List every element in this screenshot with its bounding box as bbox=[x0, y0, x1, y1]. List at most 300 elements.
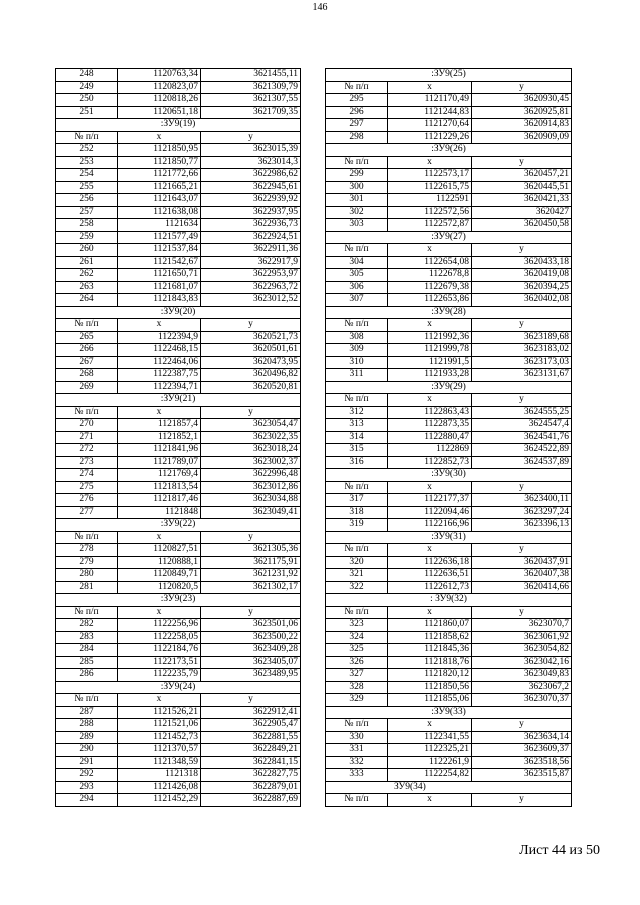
point-number: 277 bbox=[56, 506, 118, 519]
column-header-row bbox=[326, 319, 572, 332]
zone-label: :ЗУ9(21) bbox=[56, 394, 301, 407]
table-row bbox=[56, 231, 301, 244]
table-row bbox=[326, 294, 572, 307]
x-coordinate: 1121772,66 bbox=[118, 169, 201, 182]
point-number: 283 bbox=[56, 631, 118, 644]
point-number: 296 bbox=[326, 106, 388, 119]
table-row bbox=[56, 581, 301, 594]
header-x: x bbox=[388, 794, 472, 807]
header-y: y bbox=[472, 319, 572, 332]
y-coordinate: 3620909,09 bbox=[472, 131, 572, 144]
zone-label: :ЗУ9(27) bbox=[326, 231, 572, 244]
table-row bbox=[56, 344, 301, 357]
table-row bbox=[326, 369, 572, 382]
point-number: 271 bbox=[56, 431, 118, 444]
coordinates-table-left bbox=[55, 68, 301, 807]
sheet-counter: Лист 44 из 50 bbox=[519, 843, 600, 858]
table-row bbox=[326, 219, 572, 232]
table-row bbox=[326, 631, 572, 644]
header-y: y bbox=[201, 131, 301, 144]
table-row bbox=[56, 369, 301, 382]
table-row bbox=[56, 381, 301, 394]
table-row bbox=[326, 119, 572, 132]
x-coordinate: 1120651,18 bbox=[118, 106, 201, 119]
x-coordinate: 1122591 bbox=[388, 194, 472, 207]
table-row bbox=[326, 356, 572, 369]
y-coordinate: 3620407,38 bbox=[472, 569, 572, 582]
header-number: № п/п bbox=[56, 406, 118, 419]
header-x: x bbox=[118, 406, 201, 419]
header-x: x bbox=[118, 131, 201, 144]
y-coordinate: 3621231,92 bbox=[201, 569, 301, 582]
header-x: x bbox=[388, 319, 472, 332]
y-coordinate: 3621309,79 bbox=[201, 81, 301, 94]
table-row bbox=[326, 619, 572, 632]
y-coordinate: 3623609,37 bbox=[472, 744, 572, 757]
point-number: 304 bbox=[326, 256, 388, 269]
point-number: 272 bbox=[56, 444, 118, 457]
point-number: 308 bbox=[326, 331, 388, 344]
zone-label: :ЗУ9(31) bbox=[326, 531, 572, 544]
header-y: y bbox=[201, 406, 301, 419]
y-coordinate: 3624555,25 bbox=[472, 406, 572, 419]
header-x: x bbox=[388, 606, 472, 619]
table-row bbox=[56, 281, 301, 294]
x-coordinate: 1121229,26 bbox=[388, 131, 472, 144]
y-coordinate: 3620473,95 bbox=[201, 356, 301, 369]
table-row bbox=[56, 744, 301, 757]
x-coordinate: 1122615,75 bbox=[388, 181, 472, 194]
point-number: 290 bbox=[56, 744, 118, 757]
column-header-row bbox=[326, 544, 572, 557]
x-coordinate: 1121681,07 bbox=[118, 281, 201, 294]
zone-header-row bbox=[326, 69, 572, 82]
header-y: y bbox=[201, 606, 301, 619]
y-coordinate: 3623054,47 bbox=[201, 419, 301, 432]
point-number: 278 bbox=[56, 544, 118, 557]
point-number: 279 bbox=[56, 556, 118, 569]
x-coordinate: 1121318 bbox=[118, 769, 201, 782]
zone-header-row bbox=[326, 306, 572, 319]
table-row bbox=[56, 731, 301, 744]
point-number: 269 bbox=[56, 381, 118, 394]
point-number: 253 bbox=[56, 156, 118, 169]
x-coordinate: 1122612,73 bbox=[388, 581, 472, 594]
y-coordinate: 3622963,72 bbox=[201, 281, 301, 294]
x-coordinate: 1122572,87 bbox=[388, 219, 472, 232]
point-number: 270 bbox=[56, 419, 118, 432]
y-coordinate: 3620457,21 bbox=[472, 169, 572, 182]
x-coordinate: 1121789,07 bbox=[118, 456, 201, 469]
point-number: 332 bbox=[326, 756, 388, 769]
x-coordinate: 1120823,07 bbox=[118, 81, 201, 94]
point-number: 257 bbox=[56, 206, 118, 219]
y-coordinate: 3621175,91 bbox=[201, 556, 301, 569]
x-coordinate: 1122678,8 bbox=[388, 269, 472, 282]
table-row bbox=[56, 181, 301, 194]
table-row bbox=[326, 106, 572, 119]
x-coordinate: 1121634 bbox=[118, 219, 201, 232]
zone-header-row bbox=[326, 781, 572, 794]
x-coordinate: 1120888,1 bbox=[118, 556, 201, 569]
point-number: 298 bbox=[326, 131, 388, 144]
table-row bbox=[56, 144, 301, 157]
point-number: 325 bbox=[326, 644, 388, 657]
y-coordinate: 3624541,76 bbox=[472, 431, 572, 444]
y-coordinate: 3622912,41 bbox=[201, 706, 301, 719]
table-row bbox=[56, 69, 301, 82]
table-row bbox=[56, 644, 301, 657]
table-row bbox=[326, 656, 572, 669]
table-row bbox=[326, 431, 572, 444]
header-number: № п/п bbox=[326, 156, 388, 169]
point-number: 260 bbox=[56, 244, 118, 257]
point-number: 254 bbox=[56, 169, 118, 182]
point-number: 250 bbox=[56, 94, 118, 107]
x-coordinate: 1122341,55 bbox=[388, 731, 472, 744]
header-y: y bbox=[472, 156, 572, 169]
table-row bbox=[56, 294, 301, 307]
y-coordinate: 3623070,37 bbox=[472, 694, 572, 707]
header-number: № п/п bbox=[326, 794, 388, 807]
y-coordinate: 3623500,22 bbox=[201, 631, 301, 644]
point-number: 276 bbox=[56, 494, 118, 507]
x-coordinate: 1121845,36 bbox=[388, 644, 472, 657]
table-row bbox=[326, 256, 572, 269]
y-coordinate: 3623018,24 bbox=[201, 444, 301, 457]
header-y: y bbox=[472, 244, 572, 257]
header-number: № п/п bbox=[56, 319, 118, 332]
y-coordinate: 3622881,55 bbox=[201, 731, 301, 744]
table-row bbox=[56, 631, 301, 644]
header-number: № п/п bbox=[326, 81, 388, 94]
x-coordinate: 1121813,54 bbox=[118, 481, 201, 494]
header-x: x bbox=[118, 694, 201, 707]
table-row bbox=[326, 281, 572, 294]
x-coordinate: 1122258,05 bbox=[118, 631, 201, 644]
zone-header-row bbox=[326, 469, 572, 482]
x-coordinate: 1121521,06 bbox=[118, 719, 201, 732]
zone-label: :ЗУ9(19) bbox=[56, 119, 301, 132]
y-coordinate: 3620394,25 bbox=[472, 281, 572, 294]
x-coordinate: 1120849,71 bbox=[118, 569, 201, 582]
point-number: 314 bbox=[326, 431, 388, 444]
header-x: x bbox=[388, 544, 472, 557]
x-coordinate: 1121848 bbox=[118, 506, 201, 519]
point-number: 320 bbox=[326, 556, 388, 569]
table-row bbox=[326, 406, 572, 419]
column-header-row bbox=[56, 406, 301, 419]
header-y: y bbox=[472, 394, 572, 407]
table-row bbox=[56, 81, 301, 94]
y-coordinate: 3623012,86 bbox=[201, 481, 301, 494]
table-row bbox=[326, 519, 572, 532]
zone-label: :ЗУ9(30) bbox=[326, 469, 572, 482]
x-coordinate: 1122636,18 bbox=[388, 556, 472, 569]
point-number: 312 bbox=[326, 406, 388, 419]
point-number: 293 bbox=[56, 781, 118, 794]
header-number: № п/п bbox=[326, 481, 388, 494]
x-coordinate: 1121537,84 bbox=[118, 244, 201, 257]
x-coordinate: 1122177,37 bbox=[388, 494, 472, 507]
point-number: 302 bbox=[326, 206, 388, 219]
y-coordinate: 3623061,92 bbox=[472, 631, 572, 644]
y-coordinate: 3622841,15 bbox=[201, 756, 301, 769]
table-row bbox=[326, 681, 572, 694]
y-coordinate: 3623022,35 bbox=[201, 431, 301, 444]
zone-header-row bbox=[326, 144, 572, 157]
point-number: 256 bbox=[56, 194, 118, 207]
point-number: 317 bbox=[326, 494, 388, 507]
column-header-row bbox=[326, 794, 572, 807]
point-number: 267 bbox=[56, 356, 118, 369]
zone-header-row bbox=[56, 119, 301, 132]
point-number: 291 bbox=[56, 756, 118, 769]
y-coordinate: 3620930,45 bbox=[472, 94, 572, 107]
table-row bbox=[326, 506, 572, 519]
column-header-row bbox=[326, 81, 572, 94]
x-coordinate: 1122869 bbox=[388, 444, 472, 457]
point-number: 301 bbox=[326, 194, 388, 207]
x-coordinate: 1121850,77 bbox=[118, 156, 201, 169]
zone-label: :ЗУ9(29) bbox=[326, 381, 572, 394]
y-coordinate: 3620419,08 bbox=[472, 269, 572, 282]
table-row bbox=[326, 456, 572, 469]
table-row bbox=[56, 556, 301, 569]
column-header-row bbox=[326, 606, 572, 619]
point-number: 311 bbox=[326, 369, 388, 382]
x-coordinate: 1121857,4 bbox=[118, 419, 201, 432]
y-coordinate: 3622996,48 bbox=[201, 469, 301, 482]
zone-label: :ЗУ9(26) bbox=[326, 144, 572, 157]
y-coordinate: 3622879,01 bbox=[201, 781, 301, 794]
point-number: 264 bbox=[56, 294, 118, 307]
point-number: 261 bbox=[56, 256, 118, 269]
header-y: y bbox=[472, 81, 572, 94]
header-number: № п/п bbox=[56, 694, 118, 707]
point-number: 249 bbox=[56, 81, 118, 94]
table-row bbox=[56, 219, 301, 232]
column-header-row bbox=[326, 481, 572, 494]
y-coordinate: 3623173,03 bbox=[472, 356, 572, 369]
point-number: 266 bbox=[56, 344, 118, 357]
y-coordinate: 3622905,47 bbox=[201, 719, 301, 732]
x-coordinate: 1121170,49 bbox=[388, 94, 472, 107]
y-coordinate: 3623015,39 bbox=[201, 144, 301, 157]
header-number: № п/п bbox=[56, 606, 118, 619]
point-number: 323 bbox=[326, 619, 388, 632]
x-coordinate: 1122325,21 bbox=[388, 744, 472, 757]
zone-label: :ЗУ9(22) bbox=[56, 519, 301, 532]
zone-label: :ЗУ9(24) bbox=[56, 681, 301, 694]
zone-label: :ЗУ9(20) bbox=[56, 306, 301, 319]
table-row bbox=[326, 94, 572, 107]
point-number: 248 bbox=[56, 69, 118, 82]
zone-label: :ЗУ9(25) bbox=[326, 69, 572, 82]
y-coordinate: 3620402,08 bbox=[472, 294, 572, 307]
zone-label: ЗУ9(34) bbox=[326, 781, 572, 794]
y-coordinate: 3621305,36 bbox=[201, 544, 301, 557]
x-coordinate: 1121577,49 bbox=[118, 231, 201, 244]
table-row bbox=[326, 556, 572, 569]
zone-header-row bbox=[56, 519, 301, 532]
header-y: y bbox=[201, 694, 301, 707]
point-number: 288 bbox=[56, 719, 118, 732]
x-coordinate: 1121769,4 bbox=[118, 469, 201, 482]
x-coordinate: 1121665,21 bbox=[118, 181, 201, 194]
x-coordinate: 1122394,9 bbox=[118, 331, 201, 344]
y-coordinate: 3623049,41 bbox=[201, 506, 301, 519]
x-coordinate: 1120820,5 bbox=[118, 581, 201, 594]
zone-header-row bbox=[326, 381, 572, 394]
zone-header-row bbox=[326, 706, 572, 719]
table-row bbox=[56, 244, 301, 257]
table-row bbox=[56, 781, 301, 794]
table-row bbox=[56, 419, 301, 432]
y-coordinate: 3623297,24 bbox=[472, 506, 572, 519]
point-number: 252 bbox=[56, 144, 118, 157]
y-coordinate: 3623489,95 bbox=[201, 669, 301, 682]
y-coordinate: 3623054,82 bbox=[472, 644, 572, 657]
header-x: x bbox=[388, 481, 472, 494]
y-coordinate: 3623183,02 bbox=[472, 344, 572, 357]
y-coordinate: 3620421,33 bbox=[472, 194, 572, 207]
x-coordinate: 1122184,76 bbox=[118, 644, 201, 657]
table-row bbox=[56, 506, 301, 519]
point-number: 307 bbox=[326, 294, 388, 307]
y-coordinate: 3622917,9 bbox=[201, 256, 301, 269]
y-coordinate: 3622939,92 bbox=[201, 194, 301, 207]
y-coordinate: 3621709,35 bbox=[201, 106, 301, 119]
x-coordinate: 1121991,5 bbox=[388, 356, 472, 369]
column-header-row bbox=[326, 244, 572, 257]
x-coordinate: 1121860,07 bbox=[388, 619, 472, 632]
y-coordinate: 3622849,21 bbox=[201, 744, 301, 757]
table-row bbox=[56, 444, 301, 457]
table-row bbox=[56, 431, 301, 444]
x-coordinate: 1121244,83 bbox=[388, 106, 472, 119]
x-coordinate: 1122636,51 bbox=[388, 569, 472, 582]
zone-header-row bbox=[56, 394, 301, 407]
x-coordinate: 1121843,83 bbox=[118, 294, 201, 307]
point-number: 259 bbox=[56, 231, 118, 244]
point-number: 281 bbox=[56, 581, 118, 594]
table-row bbox=[326, 269, 572, 282]
point-number: 331 bbox=[326, 744, 388, 757]
x-coordinate: 1122173,51 bbox=[118, 656, 201, 669]
y-coordinate: 3622887,69 bbox=[201, 794, 301, 807]
table-row bbox=[326, 181, 572, 194]
x-coordinate: 1121452,29 bbox=[118, 794, 201, 807]
point-number: 274 bbox=[56, 469, 118, 482]
y-coordinate: 3620501,61 bbox=[201, 344, 301, 357]
x-coordinate: 1121348,59 bbox=[118, 756, 201, 769]
point-number: 329 bbox=[326, 694, 388, 707]
x-coordinate: 1122863,43 bbox=[388, 406, 472, 419]
header-x: x bbox=[388, 244, 472, 257]
column-header-row bbox=[56, 131, 301, 144]
header-y: y bbox=[472, 606, 572, 619]
y-coordinate: 3620433,18 bbox=[472, 256, 572, 269]
table-row bbox=[56, 456, 301, 469]
column-header-row bbox=[326, 394, 572, 407]
table-row bbox=[56, 206, 301, 219]
zone-header-row bbox=[326, 594, 572, 607]
y-coordinate: 3623002,37 bbox=[201, 456, 301, 469]
point-number: 313 bbox=[326, 419, 388, 432]
x-coordinate: 1122880,47 bbox=[388, 431, 472, 444]
table-row bbox=[56, 356, 301, 369]
x-coordinate: 1122654,08 bbox=[388, 256, 472, 269]
x-coordinate: 1121852,1 bbox=[118, 431, 201, 444]
x-coordinate: 1122572,56 bbox=[388, 206, 472, 219]
x-coordinate: 1121858,62 bbox=[388, 631, 472, 644]
x-coordinate: 1121643,07 bbox=[118, 194, 201, 207]
column-header-row bbox=[56, 319, 301, 332]
table-row bbox=[56, 706, 301, 719]
table-row bbox=[326, 769, 572, 782]
header-number: № п/п bbox=[326, 319, 388, 332]
point-number: 263 bbox=[56, 281, 118, 294]
x-coordinate: 1121999,78 bbox=[388, 344, 472, 357]
table-row bbox=[56, 481, 301, 494]
header-y: y bbox=[472, 719, 572, 732]
x-coordinate: 1122573,17 bbox=[388, 169, 472, 182]
y-coordinate: 3622986,62 bbox=[201, 169, 301, 182]
y-coordinate: 3622945,61 bbox=[201, 181, 301, 194]
y-coordinate: 3623501,06 bbox=[201, 619, 301, 632]
point-number: 287 bbox=[56, 706, 118, 719]
point-number: 280 bbox=[56, 569, 118, 582]
table-row bbox=[326, 731, 572, 744]
table-row bbox=[326, 131, 572, 144]
y-coordinate: 3621307,55 bbox=[201, 94, 301, 107]
header-number: № п/п bbox=[326, 606, 388, 619]
x-coordinate: 1121817,46 bbox=[118, 494, 201, 507]
table-row bbox=[326, 444, 572, 457]
x-coordinate: 1121426,08 bbox=[118, 781, 201, 794]
y-coordinate: 3620437,91 bbox=[472, 556, 572, 569]
header-x: x bbox=[388, 394, 472, 407]
point-number: 265 bbox=[56, 331, 118, 344]
y-coordinate: 3624547,4 bbox=[472, 419, 572, 432]
header-number: № п/п bbox=[326, 544, 388, 557]
table-row bbox=[56, 619, 301, 632]
page-number: 146 bbox=[312, 2, 328, 13]
column-header-row bbox=[56, 531, 301, 544]
y-coordinate: 3620925,81 bbox=[472, 106, 572, 119]
y-coordinate: 3623012,52 bbox=[201, 294, 301, 307]
zone-label: :ЗУ9(28) bbox=[326, 306, 572, 319]
table-row bbox=[326, 644, 572, 657]
point-number: 255 bbox=[56, 181, 118, 194]
y-coordinate: 3620521,73 bbox=[201, 331, 301, 344]
point-number: 330 bbox=[326, 731, 388, 744]
table-row bbox=[326, 331, 572, 344]
coordinates-table-right bbox=[325, 68, 572, 807]
table-row bbox=[326, 206, 572, 219]
point-number: 284 bbox=[56, 644, 118, 657]
y-coordinate: 3623070,7 bbox=[472, 619, 572, 632]
y-coordinate: 3620414,66 bbox=[472, 581, 572, 594]
zone-header-row bbox=[56, 594, 301, 607]
zone-label: :ЗУ9(23) bbox=[56, 594, 301, 607]
table-row bbox=[56, 169, 301, 182]
y-coordinate: 3623518,56 bbox=[472, 756, 572, 769]
x-coordinate: 1121270,64 bbox=[388, 119, 472, 132]
table-row bbox=[56, 469, 301, 482]
y-coordinate: 3623396,13 bbox=[472, 519, 572, 532]
